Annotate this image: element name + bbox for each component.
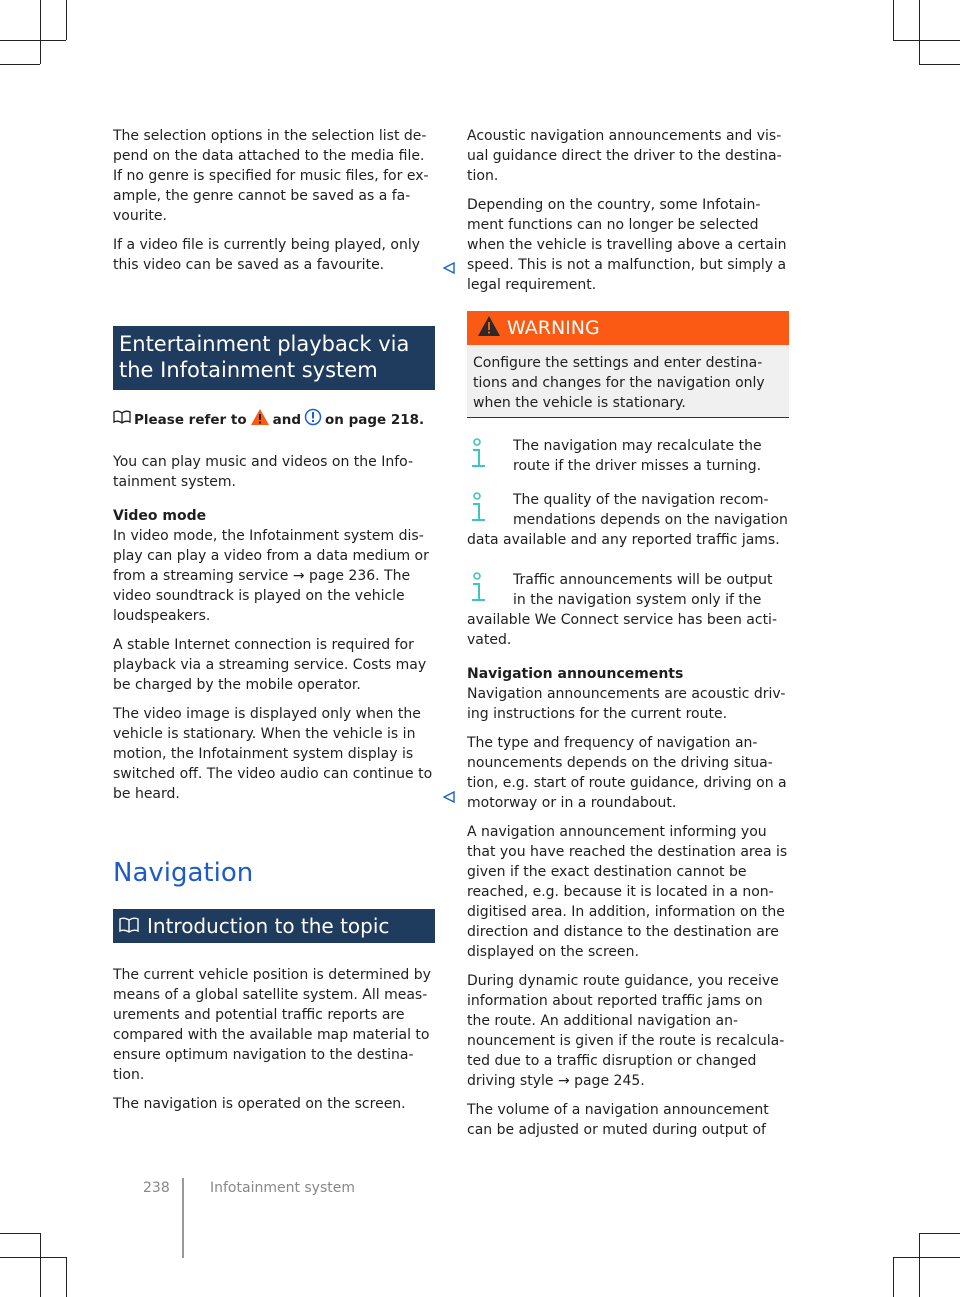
crop-mark: [893, 40, 960, 41]
crop-mark: [66, 0, 67, 40]
left-column: [113, 126, 435, 1123]
book-icon: [119, 914, 139, 938]
note-text: data available and any reported traffic jams.: [467, 532, 780, 548]
reference-text: Please refer to: [134, 412, 247, 428]
paragraph: Acoustic navigation announcements and vis-ual guidance direct the driver to the destina-tion.: [467, 128, 782, 184]
crop-mark: [893, 0, 894, 40]
topic-banner: [113, 909, 435, 943]
reference-line: [113, 408, 435, 432]
page-number: 238: [143, 1180, 170, 1196]
footer-section-title: Infotainment system: [210, 1180, 356, 1196]
paragraph: Depending on the country, some Infotain-ment functions can no longer be selected when the vehicle is travelling above a certain speed. This is not a malfunction, but simply a legal requirement.: [467, 197, 787, 293]
book-icon: [113, 410, 131, 430]
section-banner: Entertainment playback via the Infotainment system: [113, 326, 435, 390]
note-text: The quality of the navigation recom-mendations depends on the navigation: [513, 492, 788, 528]
subheading-announcements: Navigation announcements: [467, 666, 684, 682]
crop-mark: [0, 40, 66, 41]
info-i-icon: [467, 492, 487, 530]
paragraph: The video image is displayed only when the vehicle is stationary. When the vehicle is in motion, the Infotainment system display is switched off. The video audio can continue to be heard.: [113, 706, 433, 802]
info-note: [467, 570, 789, 650]
warning-triangle-icon: [477, 315, 501, 341]
crop-mark: [893, 1257, 894, 1297]
chapter-heading: Navigation: [113, 858, 254, 888]
paragraph: You can play music and videos on the Info-tainment system.: [113, 454, 414, 490]
paragraph: A navigation announcement informing you that you have reached the destination area is given if the exact destination cannot be reached, e.g. because it is located in a non-digitised area. In addition, information on the direction and distance to the destination are displayed on the screen.: [467, 824, 788, 960]
paragraph-text: During dynamic route guidance, you receive information about reported traffic jams on the route. An additional navigation an-nouncement is given if the route is recalcula-ted due to a traffic disruption or changed driving style: [467, 973, 785, 1089]
paragraph: The selection options in the selection list de-pend on the data attached to the media file. If no genre is specified for music files, for ex-ample, the genre cannot be saved as a fa-vourite.: [113, 128, 429, 224]
info-note: [467, 436, 789, 476]
info-note: [467, 490, 789, 550]
paragraph: If a video file is currently being played, only this video can be saved as a favourite.: [113, 237, 421, 273]
note-text: The navigation may recalculate the route if the driver misses a turning.: [513, 438, 762, 474]
crop-mark: [0, 1233, 40, 1234]
subheading-video-mode: Video mode: [113, 508, 207, 524]
crop-mark: [66, 1257, 67, 1297]
paragraph: The current vehicle position is determined by means of a global satellite system. All meas-urements and potential traffic reports are compared with the available map material to ensure optimum navigation to the destina-tion.: [113, 967, 431, 1083]
reference-text: on page 218.: [325, 412, 425, 428]
crop-mark: [919, 1233, 960, 1234]
warning-body: [467, 345, 789, 418]
crop-mark: [919, 1233, 920, 1297]
note-text: Traffic announcements will be output in the navigation system only if the: [513, 572, 773, 608]
crop-mark: [0, 1257, 66, 1258]
reference-text: and: [272, 412, 301, 428]
paragraph: The volume of a navigation announcement can be adjusted or muted during output of: [467, 1102, 769, 1138]
footer-divider: [182, 1178, 184, 1258]
warning-label: WARNING: [507, 317, 600, 339]
page-link[interactable]: page 236. The video soundtrack is played on the vehicle loudspeakers.: [113, 568, 411, 624]
exclamation-circle-icon: [304, 408, 322, 432]
crop-mark: [0, 64, 40, 65]
crop-mark: [919, 0, 920, 64]
paragraph: The type and frequency of navigation an-nouncements depends on the driving situa-tion, e.g. start of route guidance, driving on a motorway or in a roundabout.: [467, 735, 787, 811]
crop-mark: [919, 64, 960, 65]
paragraph-text: In video mode, the Infotainment system dis-play can play a video from a data medium or from a streaming service: [113, 528, 429, 584]
crop-mark: [893, 1257, 960, 1258]
note-text: available We Connect service has been acti-vated.: [467, 612, 778, 648]
crop-mark: [40, 1233, 41, 1297]
topic-title: Introduction to the topic: [147, 914, 390, 938]
info-i-icon: [467, 438, 487, 476]
right-column: [467, 126, 789, 1149]
arrow-right-icon: →: [292, 568, 305, 584]
warning-triangle-icon: [250, 408, 270, 432]
paragraph: Navigation announcements are acoustic driv-ing instructions for the current route.: [467, 686, 786, 722]
warning-header: [467, 311, 789, 345]
warning-text: Configure the settings and enter destina-tions and changes for the navigation only when the vehicle is stationary.: [473, 355, 765, 411]
paragraph: [113, 526, 435, 626]
info-i-icon: [467, 572, 487, 610]
paragraph: A stable Internet connection is required for playback via a streaming service. Costs may be charged by the mobile operator.: [113, 637, 427, 693]
arrow-right-icon: →: [557, 1073, 570, 1089]
paragraph: [467, 971, 789, 1091]
paragraph: The navigation is operated on the screen.: [113, 1096, 406, 1112]
page-link[interactable]: page 245.: [574, 1073, 645, 1089]
crop-mark: [40, 0, 41, 64]
